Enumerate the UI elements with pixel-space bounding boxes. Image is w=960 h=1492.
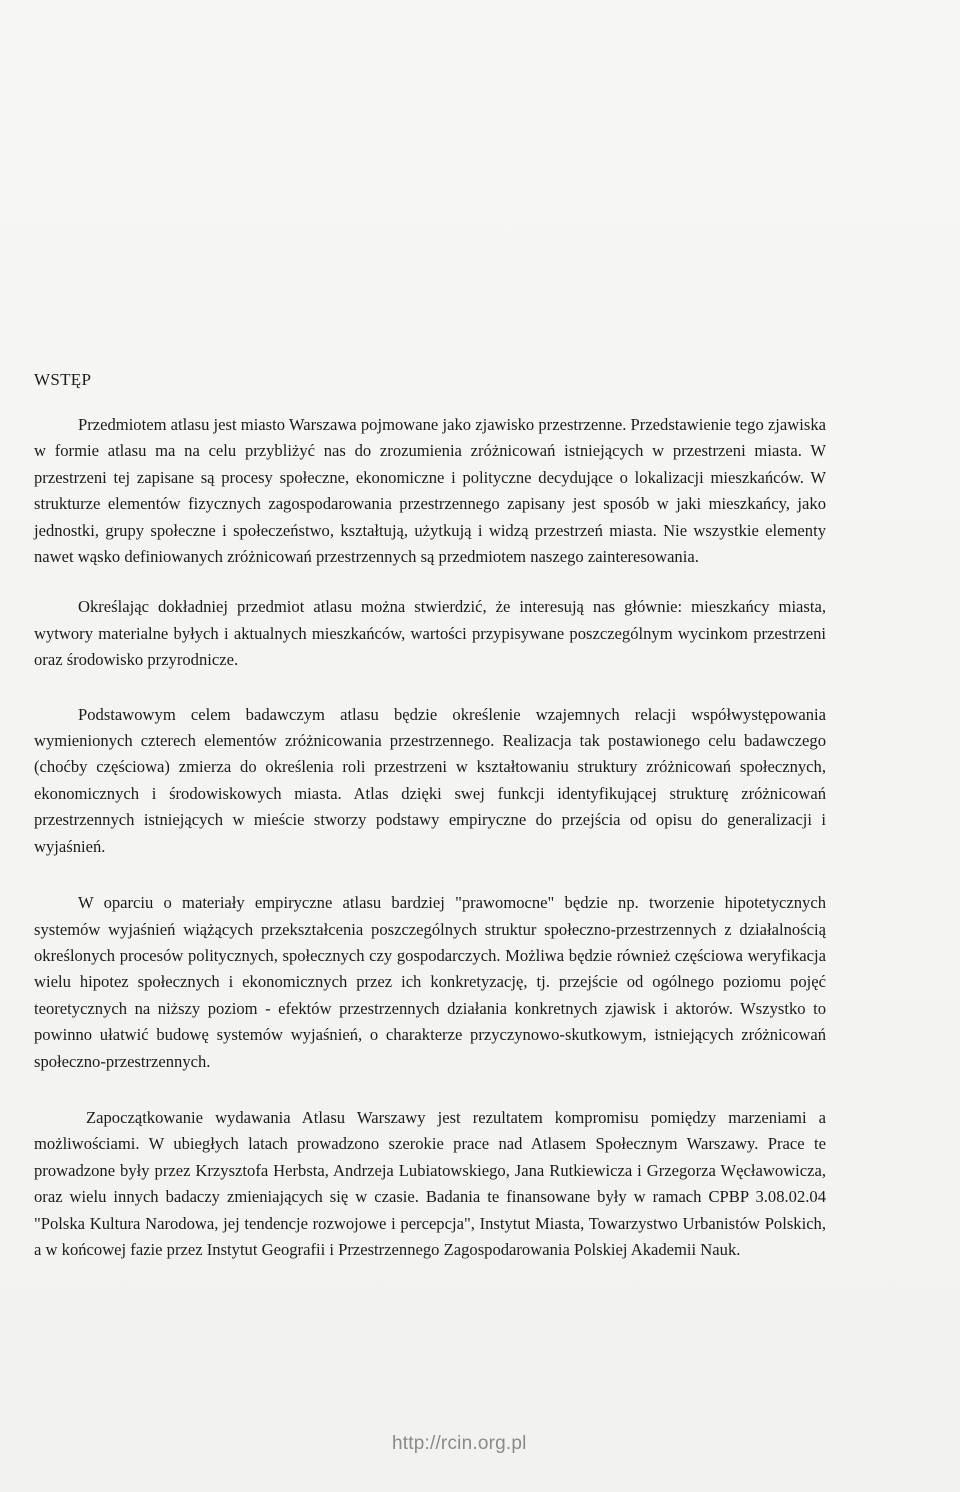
paragraph-2: Określając dokładniej przedmiot atlasu można stwierdzić, że interesują nas głównie: mieszkańcy miasta, wytwory materialne byłych i aktualnych mieszkańców, wartości przypisywane poszczególnym wycinkom przestrzeni oraz środowisko przyrodnicze. bbox=[34, 597, 826, 670]
paragraph-1: Przedmiotem atlasu jest miasto Warszawa pojmowane jako zjawisko przestrzenne. Przedstawienie tego zjawiska w formie atlasu ma na celu przybliżyć nas do zrozumienia zróżnicowań istniejących w przestrzeni miasta. W przestrzeni tej zapisane są procesy społeczne, ekonomiczne i polityczne decydujące o lokalizacji mieszkańców. W strukturze elementów fizycznych zagospodarowania przestrzennego zapisany jest sposób w jaki mieszkańcy, jako jednostki, grupy społeczne i społeczeństwo, kształtują, użytkują i widzą przestrzeń miasta. Nie wszystkie elementy nawet wąsko definiowanych zróżnicowań przestrzennych są przedmiotem naszego zainteresowania. bbox=[34, 415, 826, 567]
source-url-watermark: http://rcin.org.pl bbox=[392, 1433, 527, 1454]
paragraph-5: Zapoczątkowanie wydawania Atlasu Warszawy jest rezultatem kompromisu pomiędzy marzeniami a możliwościami. W ubiegłych latach prowadzono szerokie prace nad Atlasem Społecznym Warszawy. Prace te prowadzone były przez Krzysztofa Herbsta, Andrzeja Lubiatowskiego, Jana Rutkiewicza i Grzegorza Węcławowicza, oraz wielu innych badaczy zmieniających się w czasie. Badania te finansowane były w ramach CPBP 3.08.02.04 "Polska Kultura Narodowa, jej tendencje rozwojowe i percepcja", Instytut Miasta, Towarzystwo Urbanistów Polskich, a w końcowej fazie przez Instytut Geografii i Przestrzennego Zagospodarowania Polskiej Akademii Nauk. bbox=[34, 1107, 826, 1259]
section-heading: WSTĘP bbox=[34, 370, 92, 389]
paragraph-3: Podstawowym celem badawczym atlasu będzie określenie wzajemnych relacji współwystępowania wymienionych czterech elementów zróżnicowania przestrzennego. Realizacja tak postawionego celu badawczego (choćby częściowa) zmierza do określenia roli przestrzeni w kształtowaniu struktury zróżnicowań społecznych, ekonomicznych i środowiskowych miasta. Atlas dzięki swej funkcji identyfikującej strukturę zróżnicowań przestrzennych istniejących w mieście stworzy podstawy empiryczne do przejścia od opisu do generalizacji i wyjaśnień. bbox=[34, 704, 826, 856]
paragraph-4: W oparciu o materiały empiryczne atlasu bardziej "prawomocne" będzie np. tworzenie hipotetycznych systemów wyjaśnień wiążących przekształcenia poszczególnych struktur społeczno-przestrzennych z działalnością określonych procesów politycznych, społecznych czy gospodarczych. Możliwa będzie również częściowa weryfikacja wielu hipotez społecznych i ekonomicznych przez ich konkretyzację, tj. przejście od ogólnego poziomu pojęć teoretycznych na niższy poziom - efektów przestrzennych działania konkretnych zjawisk i aktorów. Wszystko to powinno ułatwić budowę systemów wyjaśnień, o charakterze przyczynowo-skutkowym, istniejących zróżnicowań społeczno-przestrzennych. bbox=[34, 893, 826, 1071]
document-body bbox=[34, 367, 826, 1263]
